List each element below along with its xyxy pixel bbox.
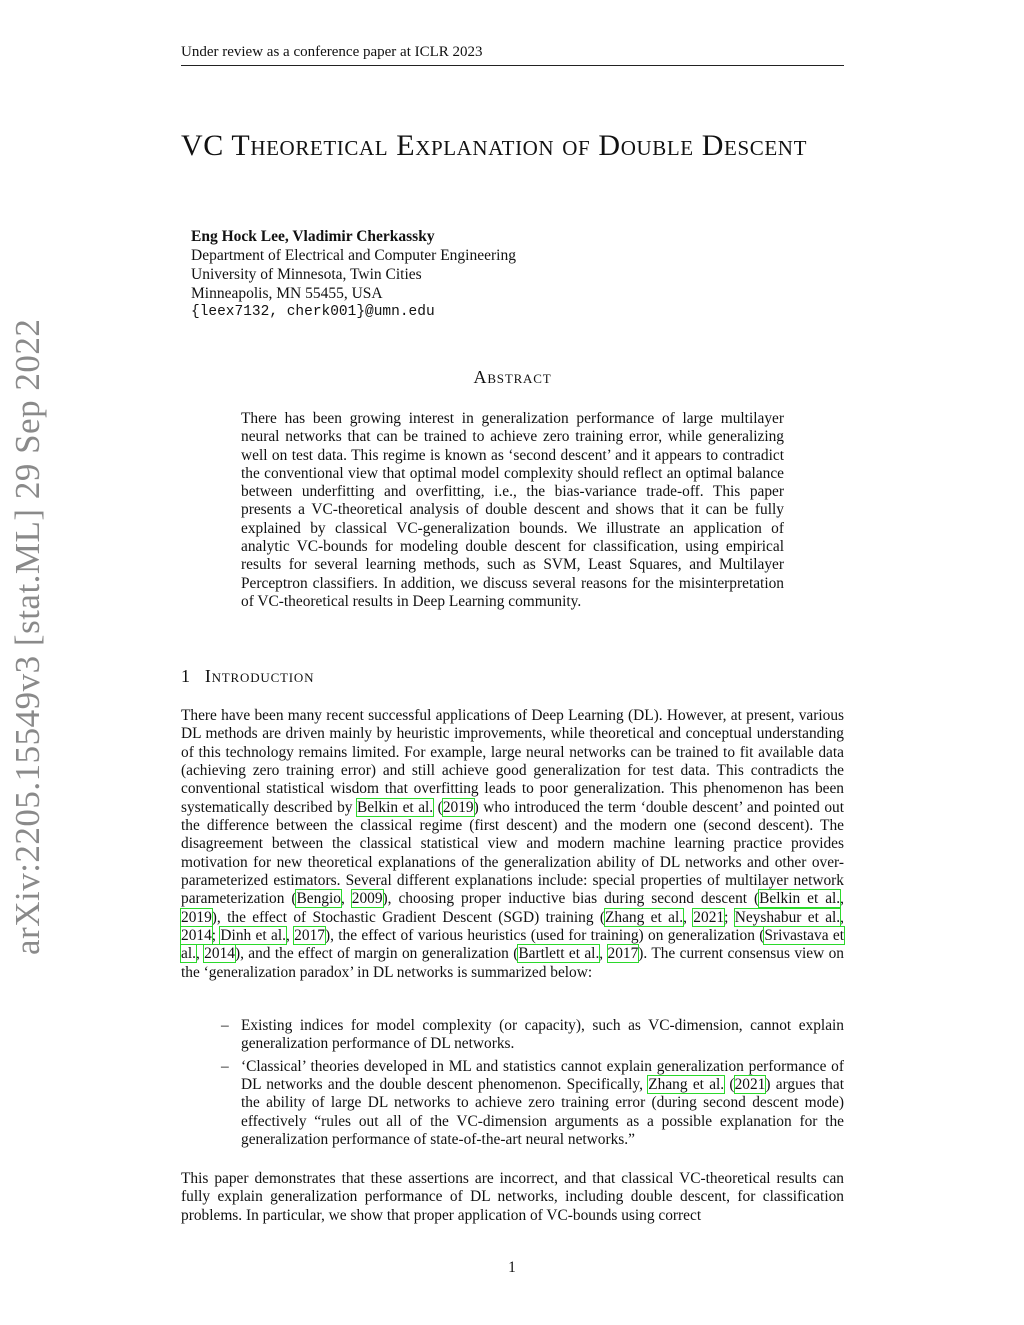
- arxiv-identifier: arXiv:2205.15549v3 [stat.ML] 29 Sep 2022: [8, 318, 47, 955]
- author-department: Department of Electrical and Computer Engineering: [191, 247, 516, 264]
- citation-link[interactable]: Dinh et al.: [220, 927, 286, 945]
- section-number: 1: [181, 666, 191, 686]
- bullet-text: ‘Classical’ theories developed in ML and statistics cannot explain generalization performance of DL networks and the double descent phenomenon. Specifically,: [241, 1057, 844, 1094]
- intro-text: ), the effect of Stochastic Gradient Descent (SGD) training (: [211, 908, 605, 926]
- citation-link[interactable]: Belkin et al.: [357, 798, 434, 816]
- citation-link[interactable]: 2017: [607, 945, 639, 963]
- intro-text: ), and the effect of margin on generalization (: [234, 945, 519, 963]
- closing-paragraph: This paper demonstrates that these assertions are incorrect, and that classical VC-theoretical results can fully explain generalization performance of DL networks, including double descent, for classification problems. In particular, we show that proper application of VC-bounds using correct: [181, 1170, 844, 1224]
- bullet-list: [221, 1017, 844, 1153]
- citation-link[interactable]: 2021: [693, 908, 725, 926]
- citation-link[interactable]: 2014: [181, 927, 212, 945]
- intro-text: ), choosing proper inductive bias during second descent (: [382, 890, 760, 908]
- bullet-text: argues that the ability of large DL networks to achieve zero training error (during second descent mode) effectively “rules out all of the VC-dimension arguments as a possible explanation for the generalization performance of state-of-the-art neural networks.”: [241, 1076, 844, 1149]
- section-heading-introduction: [181, 666, 314, 687]
- author-location: Minneapolis, MN 55455, USA: [191, 285, 383, 302]
- citation-link[interactable]: Zhang et al.: [648, 1076, 725, 1094]
- dash-bullet-icon: –: [221, 1017, 229, 1034]
- abstract-text: There has been growing interest in generalization performance of large multilayer neural networks that can be trained to achieve zero training error, while generalizing well on test data. This regime is known as ‘second descent’ and it appears to contradict the conventional view that optimal model complexity should reflect an optimal balance between underfitting and overfitting, i.e., the bias-variance trade-off. This paper presents a VC-theoretical analysis of double descent and shows that it can be fully explained by classical VC-generalization bounds. We illustrate an application of analytic VC-bounds for modeling double descent for classification, using empirical results for several learning methods, such as SVM, Least Squares, and Multilayer Perceptron classifiers. In addition, we discuss several reasons for the misinterpretation of VC-theoretical results in Deep Learning community.: [241, 410, 784, 610]
- list-item: – ‘Classical’ theories developed in ML and statistics cannot explain generalization performance of DL networks and the double descent phenomenon. Specifically, Zhang et al. (2021) argues that the ability of large DL networks to achieve zero training error (during second descent mode) effectively “rules out all of the VC-dimension arguments as a possible explanation for the generalization performance of state-of-the-art neural networks.”: [221, 1057, 844, 1149]
- citation-link[interactable]: 2017: [294, 927, 325, 945]
- author-names: Eng Hock Lee, Vladimir Cherkassky: [191, 228, 435, 245]
- section-title: Introduction: [204, 666, 315, 686]
- intro-text: who introduced the term ‘double descent’ and pointed out the difference between the classical regime (first descent) and the modern one (second descent). The disagreement between the classical statistical view and modern machine learning practice provides motivation for new theoretical explanations of the generalization ability of DL networks and other over-parameterized estimators. Several different explanations include: special properties of multilayer network parameterization (: [181, 798, 845, 908]
- citation-link[interactable]: 2009: [351, 890, 383, 908]
- citation-link[interactable]: 2019: [442, 798, 474, 816]
- page-number: 1: [508, 1259, 516, 1276]
- citation-link[interactable]: Bengio: [296, 890, 341, 908]
- author-block: [191, 227, 791, 322]
- author-email[interactable]: {leex7132, cherk001}@umn.edu: [191, 304, 435, 320]
- author-university: University of Minnesota, Twin Cities: [191, 266, 422, 283]
- citation-link[interactable]: Neyshabur et al.: [734, 908, 841, 926]
- citation-link[interactable]: 2021: [734, 1076, 766, 1094]
- citation-link[interactable]: Belkin et al.: [759, 890, 841, 908]
- running-header: Under review as a conference paper at ICLR 2023: [181, 44, 844, 66]
- list-item: [221, 1017, 844, 1054]
- citation-link[interactable]: Srivastava et al.: [181, 927, 844, 963]
- intro-text: ). The current consensus view on the ‘generalization paradox’ in DL networks is summarized below:: [181, 945, 844, 981]
- intro-text: There have been many recent successful applications of Deep Learning (DL). However, at present, various DL methods are driven mainly by heuristic improvements, while theoretical and conceptual understanding of this technology remains limited. For example, large neural networks can be trained to fit available data (achieving zero training error) and still achieve good generalization for test data. This contradicts the conventional statistical wisdom that overfitting leads to poor generalization. This phenomenon has been systematically described by: [181, 707, 844, 816]
- bullet-text: Existing indices for model complexity (or capacity), such as VC-dimension, cannot explain generalization performance of DL networks.: [241, 1017, 844, 1053]
- citation-link[interactable]: 2019: [181, 908, 212, 926]
- introduction-paragraph: There have been many recent successful applications of Deep Learning (DL). However, at present, various DL methods are driven mainly by heuristic improvements, while theoretical and conceptual understanding of this technology remains limited. For example, large neural networks can be trained to fit available data (achieving zero training error) and still achieve good generalization for test data. This contradicts the conventional statistical wisdom that overfitting leads to poor generalization. This phenomenon has been systematically described by Belkin et al. (2019) who introduced the term ‘double descent’ and pointed out the difference between the classical regime (first descent) and the modern one (second descent). The disagreement between the classical statistical view and modern machine learning practice provides motivation for new theoretical explanations of the generalization ability of DL networks and other over-parameterized estimators. Several different explanations include: special properties of multilayer network parameterization (Bengio, 2009), choosing proper inductive bias during second descent (Belkin et al., 2019), the effect of Stochastic Gradient Descent (SGD) training (Zhang et al., 2021; Neyshabur et al., 2014; Dinh et al., 2017), the effect of various heuristics (used for training) on generalization (Srivastava et al., 2014), and the effect of margin on generalization (Bartlett et al., 2017). The current consensus view on the ‘generalization paradox’ in DL networks is summarized below:: [181, 707, 845, 981]
- abstract-heading: Abstract: [473, 367, 552, 387]
- paper-title: VC Theoretical Explanation of Double Descent: [181, 129, 807, 162]
- citation-link[interactable]: 2014: [204, 945, 235, 963]
- intro-text: ), the effect of various heuristics (used for training) on generalization (: [324, 927, 765, 945]
- citation-link[interactable]: Zhang et al.: [605, 908, 684, 926]
- dash-bullet-icon: –: [221, 1057, 229, 1075]
- citation-link[interactable]: Bartlett et al.: [518, 945, 600, 963]
